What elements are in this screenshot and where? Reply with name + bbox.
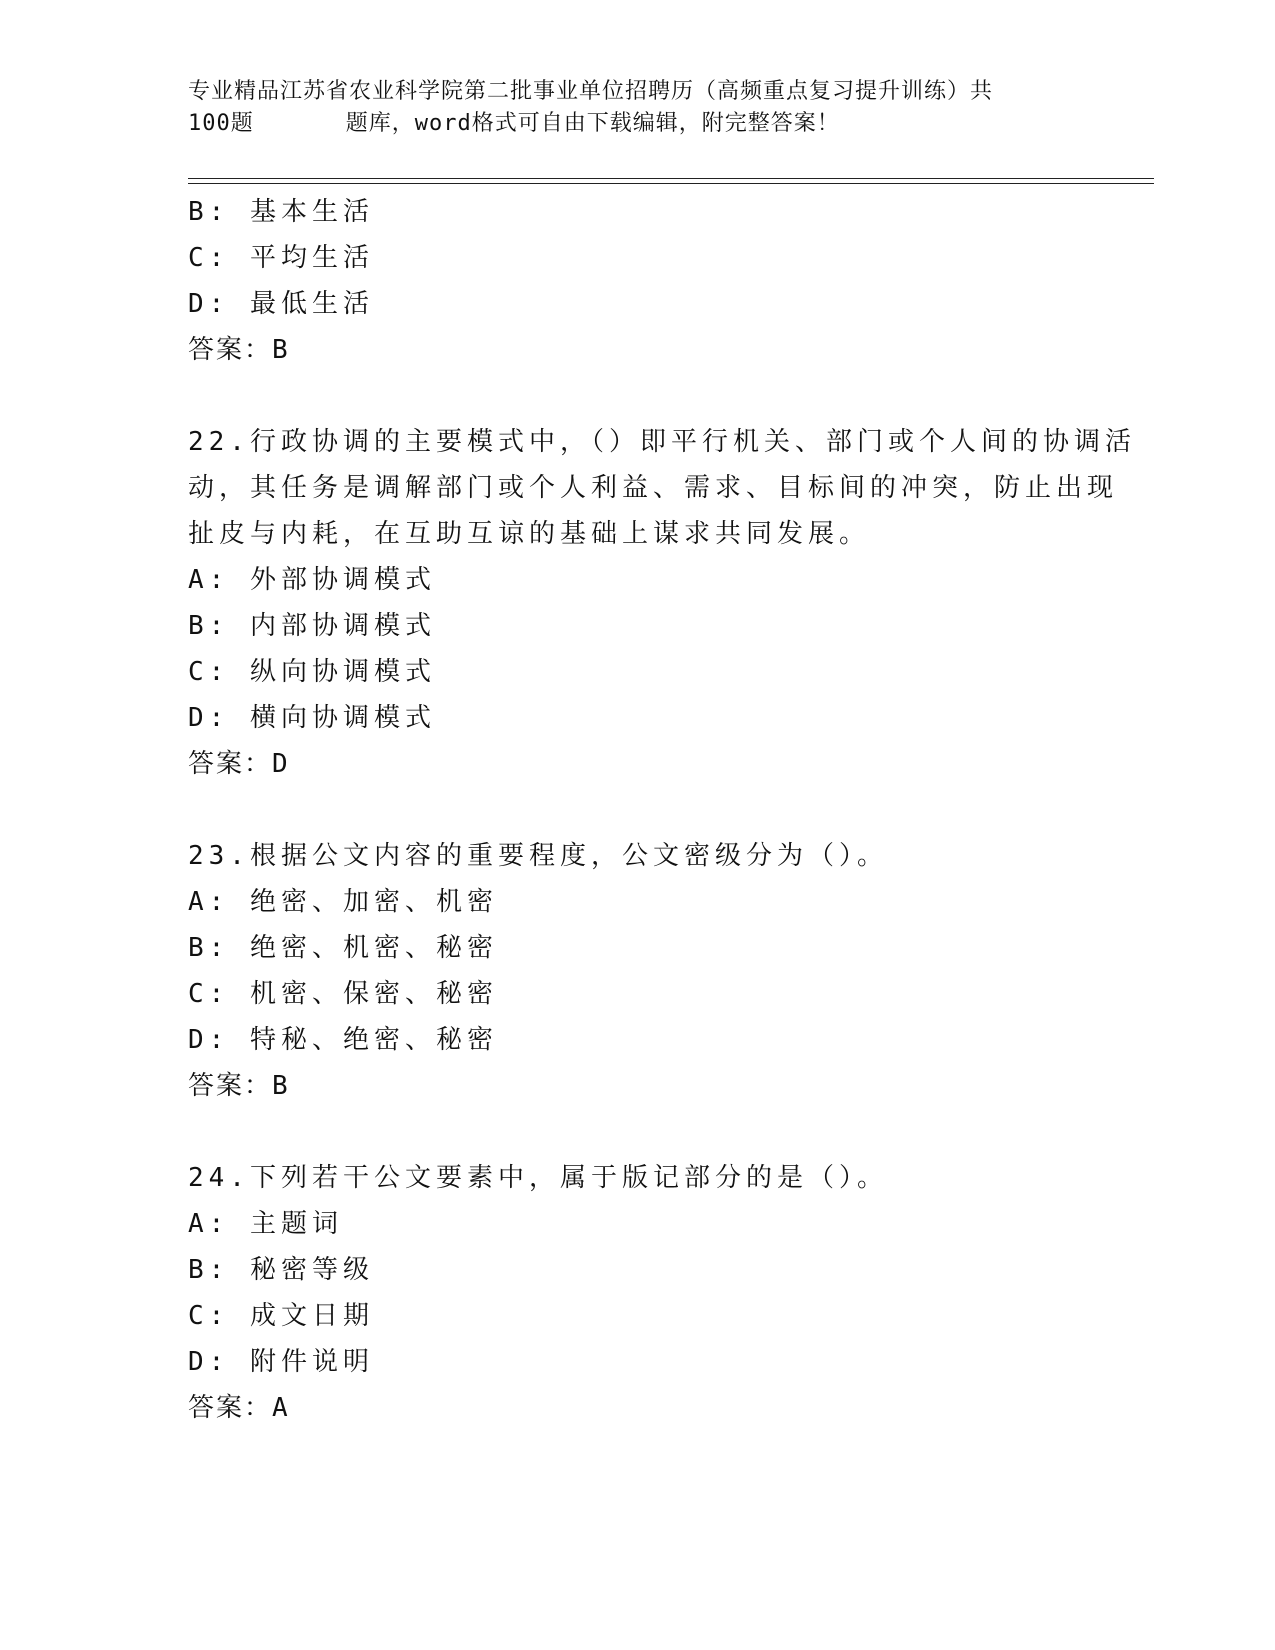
answer-line: 答案：D bbox=[188, 749, 290, 779]
question-content bbox=[188, 189, 1136, 1431]
question-block-23 bbox=[188, 833, 1088, 1109]
option-c: C: 成文日期 bbox=[188, 1301, 374, 1331]
header-description: 题库，word格式可自由下载编辑，附完整答案！ bbox=[345, 111, 840, 136]
question-spacer bbox=[188, 1109, 1088, 1155]
prev-question-block bbox=[188, 189, 1088, 373]
option-b: B: 秘密等级 bbox=[188, 1255, 374, 1285]
option-d: D: 横向协调模式 bbox=[188, 703, 436, 733]
option-c: C: 机密、保密、秘密 bbox=[188, 979, 498, 1009]
page-header bbox=[188, 76, 1088, 140]
question-stem-line: 24.下列若干公文要素中，属于版记部分的是（）。 bbox=[188, 1163, 888, 1193]
question-stem-line: 23.根据公文内容的重要程度，公文密级分为（）。 bbox=[188, 841, 888, 871]
option-a: A: 外部协调模式 bbox=[188, 565, 436, 595]
question-block-24 bbox=[188, 1155, 1088, 1431]
option-d: D: 特秘、绝密、秘密 bbox=[188, 1025, 498, 1055]
option-b: B: 基本生活 bbox=[188, 197, 374, 227]
option-d: D: 最低生活 bbox=[188, 289, 374, 319]
header-question-count: 100题 bbox=[188, 111, 254, 136]
answer-line: 答案：A bbox=[188, 1393, 290, 1423]
question-block-22 bbox=[188, 419, 1136, 787]
header-title-line-2 bbox=[188, 108, 1088, 140]
answer-line: 答案：B bbox=[188, 335, 290, 365]
question-spacer bbox=[188, 787, 1088, 833]
question-spacer bbox=[188, 373, 1088, 419]
option-c: C: 平均生活 bbox=[188, 243, 374, 273]
question-stem-line: 22.行政协调的主要模式中，（）即平行机关、部门或个人间的协调活 bbox=[188, 427, 1136, 457]
option-c: C: 纵向协调模式 bbox=[188, 657, 436, 687]
option-b: B: 绝密、机密、秘密 bbox=[188, 933, 498, 963]
option-a: A: 主题词 bbox=[188, 1209, 343, 1239]
question-stem-line: 动，其任务是调解部门或个人利益、需求、目标间的冲突，防止出现 bbox=[188, 473, 1119, 503]
option-b: B: 内部协调模式 bbox=[188, 611, 436, 641]
header-title-line-1: 专业精品江苏省农业科学院第二批事业单位招聘历（高频重点复习提升训练）共 bbox=[188, 79, 994, 104]
header-rule-bottom bbox=[188, 183, 1154, 184]
header-rule-top bbox=[188, 178, 1154, 179]
question-stem-line: 扯皮与内耗，在互助互谅的基础上谋求共同发展。 bbox=[188, 519, 871, 549]
option-d: D: 附件说明 bbox=[188, 1347, 374, 1377]
answer-line: 答案：B bbox=[188, 1071, 290, 1101]
option-a: A: 绝密、加密、机密 bbox=[188, 887, 498, 917]
